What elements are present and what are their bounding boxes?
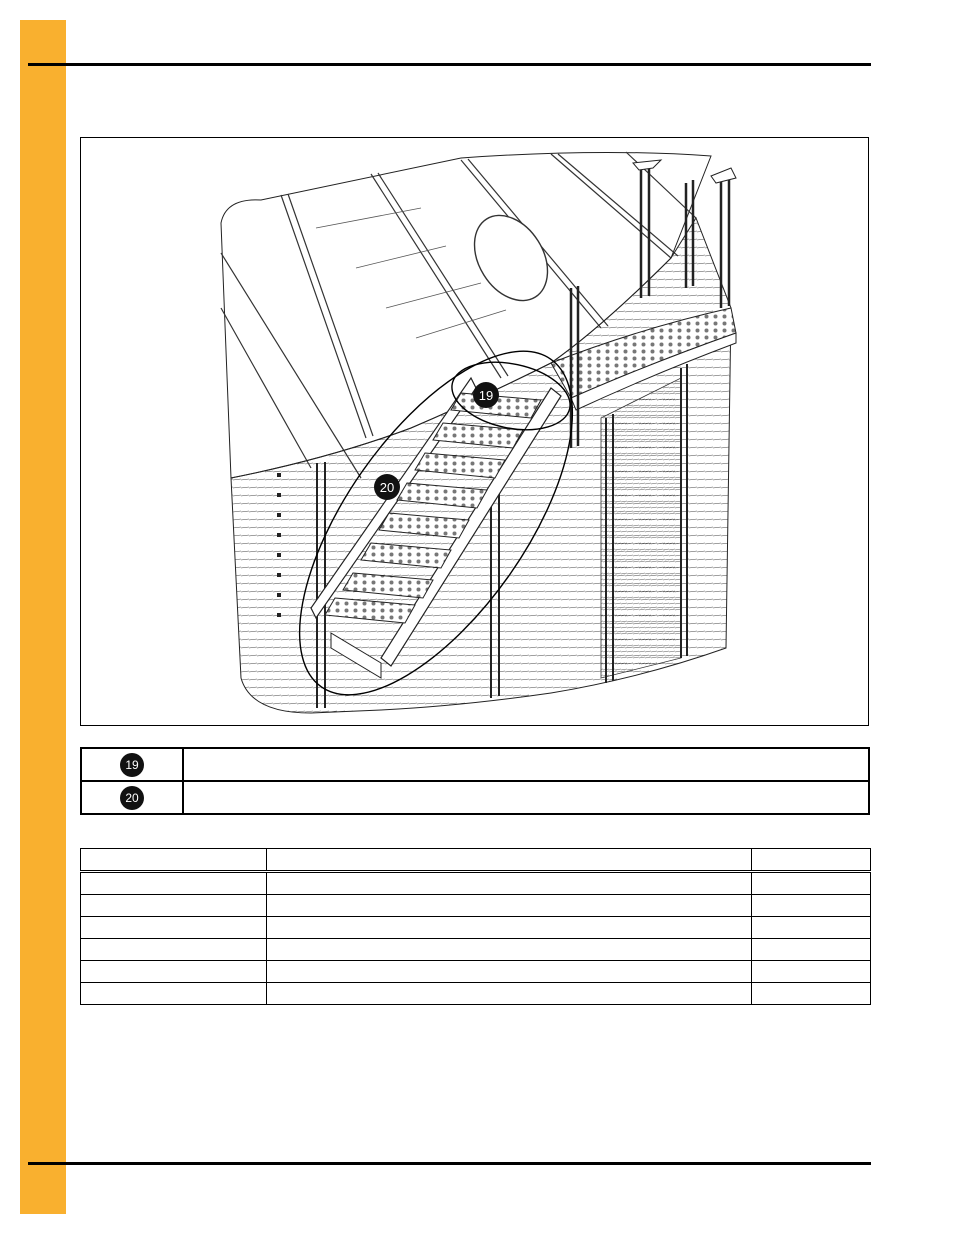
table-cell (752, 939, 871, 961)
table-cell (81, 917, 267, 939)
table-cell (752, 917, 871, 939)
table-row (81, 983, 871, 1005)
table-cell (81, 961, 267, 983)
legend-number-cell (81, 748, 183, 781)
table-cell (267, 872, 752, 895)
footer-rule (28, 1162, 871, 1165)
table-cell (752, 961, 871, 983)
svg-text:20: 20 (379, 480, 395, 495)
table-cell (81, 895, 267, 917)
parts-list-table (80, 848, 871, 1005)
header-rule (28, 63, 871, 66)
legend-description (183, 781, 869, 814)
callout-legend-table (80, 747, 870, 815)
table-cell (752, 895, 871, 917)
table-row (81, 917, 871, 939)
parts-header-row (81, 849, 871, 872)
table-cell (752, 983, 871, 1005)
table-row (81, 939, 871, 961)
table-cell (81, 939, 267, 961)
column-header (752, 849, 871, 872)
stair-assembly-figure (80, 137, 869, 726)
callout-number-badge: 19 (120, 753, 144, 777)
table-cell (267, 895, 752, 917)
table-cell (267, 939, 752, 961)
table-row (81, 872, 871, 895)
table-cell (267, 917, 752, 939)
legend-row (81, 781, 869, 814)
svg-text:19: 19 (478, 388, 494, 403)
callout-badge-19 (473, 382, 499, 408)
table-cell (267, 983, 752, 1005)
table-cell (81, 872, 267, 895)
table-cell (752, 872, 871, 895)
table-cell (267, 961, 752, 983)
legend-number-cell (81, 781, 183, 814)
callout-number-badge: 20 (120, 786, 144, 810)
side-color-bar (20, 20, 66, 1214)
table-row (81, 961, 871, 983)
legend-description (183, 748, 869, 781)
table-row (81, 895, 871, 917)
table-cell (81, 983, 267, 1005)
stair-illustration (81, 138, 868, 725)
column-header (81, 849, 267, 872)
callout-badge-20 (374, 474, 400, 500)
legend-row (81, 748, 869, 781)
column-header (267, 849, 752, 872)
